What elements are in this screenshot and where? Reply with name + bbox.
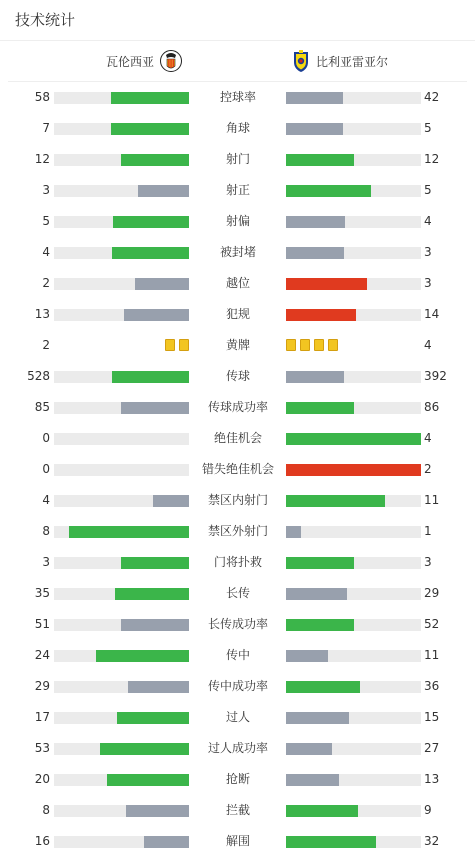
stat-label: 传球 — [225, 369, 250, 383]
away-bar-fill — [286, 185, 371, 197]
home-bar-fill — [112, 371, 189, 383]
home-team[interactable] — [106, 41, 182, 81]
away-bar-fill — [286, 743, 332, 755]
home-bar-fill — [121, 402, 189, 414]
home-value: 0 — [42, 462, 50, 476]
away-value: 3 — [424, 555, 432, 569]
away-bar-track — [286, 309, 421, 321]
away-value: 29 — [424, 586, 440, 600]
away-bar-fill — [286, 247, 344, 259]
stat-label: 过人 — [225, 710, 250, 724]
home-value: 2 — [42, 338, 50, 352]
yellow-card-icon — [286, 339, 296, 351]
away-value: 4 — [424, 431, 432, 445]
home-value: 29 — [34, 679, 50, 693]
home-bar-track — [54, 774, 189, 786]
away-bar-fill — [286, 92, 343, 104]
home-bar-track — [54, 92, 189, 104]
valencia-crest-icon — [160, 49, 182, 73]
page-title: 技术统计 — [0, 0, 475, 41]
away-bar-track — [286, 433, 421, 445]
away-value: 5 — [424, 121, 432, 135]
home-bar-fill — [112, 247, 189, 259]
home-value: 8 — [42, 803, 50, 817]
stat-row — [0, 237, 475, 268]
away-bar-track — [286, 402, 421, 414]
home-bar-track — [54, 495, 189, 507]
home-bar-track — [54, 681, 189, 693]
home-bar-fill — [153, 495, 189, 507]
stats-list — [0, 82, 475, 857]
away-value: 392 — [424, 369, 447, 383]
home-value: 8 — [42, 524, 50, 538]
home-bar-track — [54, 557, 189, 569]
home-value: 3 — [42, 183, 50, 197]
home-bar-track — [54, 278, 189, 290]
away-value: 4 — [424, 338, 432, 352]
stat-label: 门将扑救 — [213, 555, 262, 569]
home-bar-track — [54, 526, 189, 538]
stat-row — [0, 702, 475, 733]
away-value: 11 — [424, 493, 440, 507]
yellow-card-icon — [328, 339, 338, 351]
home-value: 20 — [34, 772, 50, 786]
away-bar-track — [286, 805, 421, 817]
yellow-card-icon — [179, 339, 189, 351]
home-bar-fill — [69, 526, 189, 538]
away-value: 9 — [424, 803, 432, 817]
home-bar-fill — [138, 185, 189, 197]
away-bar-fill — [286, 650, 328, 662]
away-team-name: 比利亚雷亚尔 — [316, 54, 389, 69]
stat-row — [0, 578, 475, 609]
stat-label: 长传成功率 — [207, 617, 268, 631]
away-bar-track — [286, 681, 421, 693]
away-bar-track — [286, 836, 421, 848]
home-bar-track — [54, 433, 189, 445]
villarreal-crest-icon — [290, 49, 312, 73]
home-bar-track — [54, 216, 189, 228]
stat-label: 犯规 — [225, 307, 250, 321]
home-bar-track — [54, 185, 189, 197]
stat-label: 射正 — [225, 183, 250, 197]
home-value: 7 — [42, 121, 50, 135]
away-value: 42 — [424, 90, 440, 104]
away-bar-track — [286, 743, 421, 755]
stat-label: 射门 — [225, 152, 250, 166]
away-bar-fill — [286, 371, 344, 383]
home-value: 17 — [34, 710, 50, 724]
home-bar-fill — [121, 619, 189, 631]
away-bar-track — [286, 154, 421, 166]
away-bar-track — [286, 619, 421, 631]
home-value: 2 — [42, 276, 50, 290]
away-value: 5 — [424, 183, 432, 197]
away-value: 14 — [424, 307, 440, 321]
away-bar-track — [286, 371, 421, 383]
away-bar-fill — [286, 619, 354, 631]
home-bar-fill — [111, 92, 189, 104]
away-bar-track — [286, 526, 421, 538]
yellow-card-icon — [165, 339, 175, 351]
stat-row — [0, 485, 475, 516]
away-value: 3 — [424, 245, 432, 259]
stat-row — [0, 795, 475, 826]
away-value: 36 — [424, 679, 440, 693]
stat-label: 控球率 — [219, 90, 256, 104]
away-bar-fill — [286, 526, 301, 538]
away-value: 13 — [424, 772, 440, 786]
away-bar-fill — [286, 805, 358, 817]
home-yellow-cards — [165, 339, 189, 351]
home-bar-track — [54, 402, 189, 414]
away-bar-fill — [286, 495, 385, 507]
away-bar-track — [286, 123, 421, 135]
home-bar-fill — [113, 216, 189, 228]
home-bar-track — [54, 154, 189, 166]
home-bar-fill — [115, 588, 189, 600]
away-bar-track — [286, 92, 421, 104]
away-value: 15 — [424, 710, 440, 724]
home-bar-fill — [124, 309, 189, 321]
away-bar-track — [286, 495, 421, 507]
stat-label: 抢断 — [225, 772, 250, 786]
home-bar-track — [54, 619, 189, 631]
home-bar-track — [54, 588, 189, 600]
home-bar-fill — [128, 681, 189, 693]
home-bar-fill — [126, 805, 189, 817]
away-bar-track — [286, 588, 421, 600]
away-bar-fill — [286, 588, 347, 600]
stat-row — [0, 423, 475, 454]
stat-row — [0, 144, 475, 175]
stat-row — [0, 733, 475, 764]
away-value: 11 — [424, 648, 440, 662]
yellow-card-icon — [300, 339, 310, 351]
away-bar-fill — [286, 557, 354, 569]
away-bar-fill — [286, 216, 345, 228]
home-value: 528 — [27, 369, 50, 383]
stat-label: 解围 — [225, 834, 250, 848]
home-bar-track — [54, 836, 189, 848]
home-value: 51 — [34, 617, 50, 631]
home-bar-track — [54, 743, 189, 755]
away-bar-fill — [286, 681, 360, 693]
home-value: 3 — [42, 555, 50, 569]
away-bar-fill — [286, 712, 349, 724]
home-value: 35 — [34, 586, 50, 600]
away-value: 1 — [424, 524, 432, 538]
away-value: 27 — [424, 741, 440, 755]
away-yellow-cards — [286, 339, 338, 351]
stat-label: 拦截 — [225, 803, 250, 817]
stat-label: 越位 — [225, 276, 250, 290]
stat-row — [0, 113, 475, 144]
away-bar-track — [286, 247, 421, 259]
away-bar-fill — [286, 154, 354, 166]
home-value: 4 — [42, 245, 50, 259]
stat-label: 长传 — [225, 586, 250, 600]
stat-label: 传球成功率 — [207, 400, 268, 414]
stat-label: 错失绝佳机会 — [201, 462, 274, 476]
away-bar-fill — [286, 836, 376, 848]
away-value: 2 — [424, 462, 432, 476]
stat-row — [0, 392, 475, 423]
away-bar-fill — [286, 433, 421, 445]
stat-row — [0, 268, 475, 299]
home-bar-fill — [111, 123, 189, 135]
stat-label: 绝佳机会 — [213, 431, 262, 445]
home-bar-track — [54, 650, 189, 662]
home-bar-track — [54, 371, 189, 383]
stat-label: 过人成功率 — [207, 741, 268, 755]
stat-row — [0, 454, 475, 485]
stat-label: 被封堵 — [219, 245, 256, 259]
stat-row — [0, 547, 475, 578]
home-bar-track — [54, 123, 189, 135]
home-bar-fill — [96, 650, 189, 662]
home-bar-fill — [121, 154, 189, 166]
away-bar-fill — [286, 309, 356, 321]
stat-label: 角球 — [225, 121, 250, 135]
teams-header — [8, 41, 467, 82]
stat-label: 射偏 — [225, 214, 250, 228]
away-value: 86 — [424, 400, 440, 414]
away-bar-track — [286, 464, 421, 476]
home-bar-fill — [117, 712, 189, 724]
stat-row — [0, 671, 475, 702]
stat-label: 传中 — [225, 648, 250, 662]
away-bar-track — [286, 650, 421, 662]
home-value: 0 — [42, 431, 50, 445]
away-bar-fill — [286, 774, 339, 786]
home-team-name: 瓦伦西亚 — [105, 54, 154, 69]
stat-row — [0, 82, 475, 113]
away-bar-fill — [286, 278, 367, 290]
stat-row — [0, 206, 475, 237]
away-bar-fill — [286, 402, 354, 414]
stat-row — [0, 361, 475, 392]
home-value: 53 — [34, 741, 50, 755]
stat-row — [0, 826, 475, 857]
yellow-card-icon — [314, 339, 324, 351]
away-bar-track — [286, 216, 421, 228]
away-bar-track — [286, 774, 421, 786]
away-value: 4 — [424, 214, 432, 228]
home-value: 24 — [34, 648, 50, 662]
stat-row — [0, 299, 475, 330]
stat-label: 禁区内射门 — [207, 493, 268, 507]
home-bar-track — [54, 247, 189, 259]
stat-row — [0, 640, 475, 671]
stat-row — [0, 516, 475, 547]
home-bar-track — [54, 805, 189, 817]
home-value: 85 — [34, 400, 50, 414]
away-value: 12 — [424, 152, 440, 166]
stat-row — [0, 330, 475, 361]
away-bar-fill — [286, 123, 343, 135]
away-value: 32 — [424, 834, 440, 848]
away-value: 3 — [424, 276, 432, 290]
home-bar-track — [54, 309, 189, 321]
away-bar-fill — [286, 464, 421, 476]
home-bar-fill — [121, 557, 189, 569]
away-team[interactable] — [290, 41, 388, 81]
home-bar-fill — [135, 278, 189, 290]
away-bar-track — [286, 185, 421, 197]
home-value: 4 — [42, 493, 50, 507]
home-bar-fill — [144, 836, 189, 848]
stat-row — [0, 764, 475, 795]
away-bar-track — [286, 557, 421, 569]
home-value: 58 — [34, 90, 50, 104]
stat-label: 黄牌 — [225, 338, 250, 352]
home-bar-track — [54, 464, 189, 476]
home-bar-fill — [107, 774, 189, 786]
home-value: 13 — [34, 307, 50, 321]
home-value: 12 — [34, 152, 50, 166]
home-value: 16 — [34, 834, 50, 848]
stat-row — [0, 609, 475, 640]
stat-label: 禁区外射门 — [207, 524, 268, 538]
stat-row — [0, 175, 475, 206]
away-bar-track — [286, 278, 421, 290]
home-bar-track — [54, 712, 189, 724]
stat-label: 传中成功率 — [207, 679, 268, 693]
home-value: 5 — [42, 214, 50, 228]
away-value: 52 — [424, 617, 440, 631]
away-bar-track — [286, 712, 421, 724]
home-bar-fill — [100, 743, 189, 755]
